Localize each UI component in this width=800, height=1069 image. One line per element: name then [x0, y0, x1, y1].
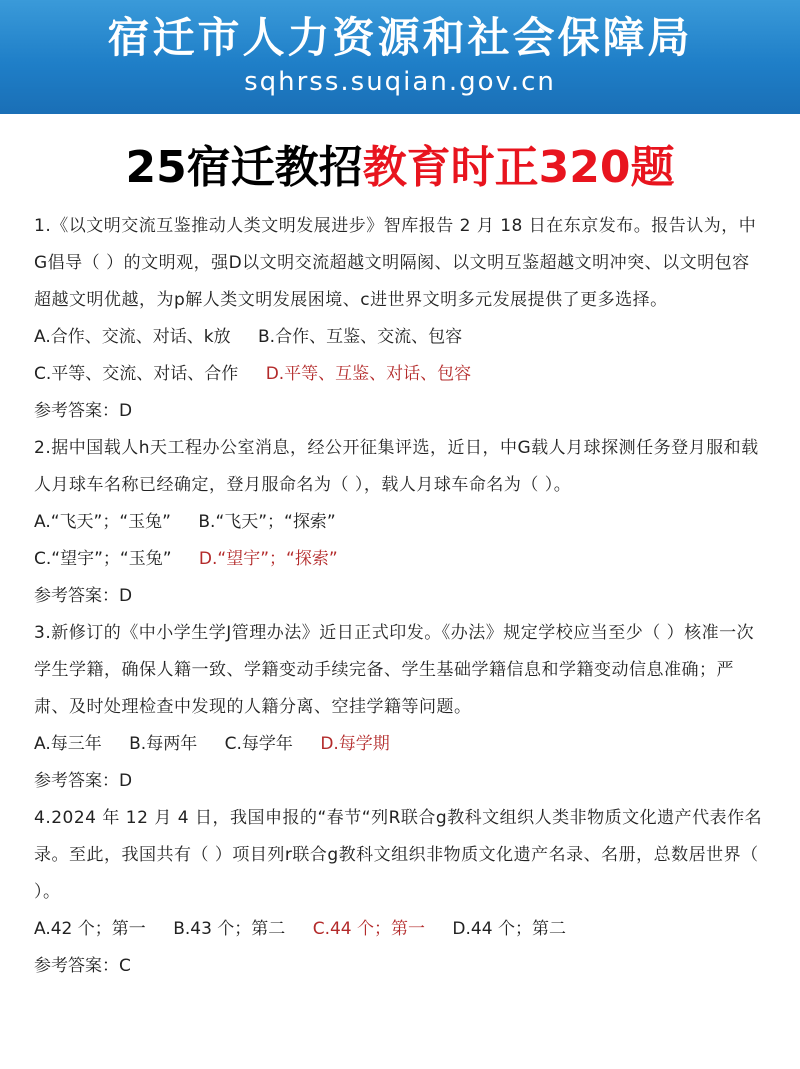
question-list: [0, 198, 800, 985]
option-d-correct: D.每学期: [320, 734, 390, 754]
option-a: A.合作、交流、对话、k放: [34, 327, 231, 347]
header-banner: [0, 0, 800, 114]
option-a: A.“飞天”；“玉兔”: [34, 512, 171, 532]
answer-key: 参考答案：C: [34, 956, 131, 976]
option-b: B.合作、互鉴、交流、包容: [258, 327, 463, 347]
answer-key: 参考答案：D: [34, 586, 133, 606]
question-text: 3.新修订的《中小学生学J管理办法》近日正式印发。《办法》规定学校应当至少（ ）核准一次学生学籍，确保人籍一致、学籍变动手续完备、学生基础学籍信息和学籍变动信息准确；严肃、及时处理检查中发现的人籍分离、空挂学籍等问题。: [34, 623, 755, 717]
title-part-1: 25宿迁教招: [125, 142, 363, 193]
options-row: [34, 504, 766, 541]
option-c: C.平等、交流、对话、合作: [34, 364, 239, 384]
org-name: 宿迁市人力资源和社会保障局: [107, 13, 693, 62]
question-3: [34, 615, 766, 800]
option-b: B.43 个；第二: [173, 919, 286, 939]
document-title: [0, 138, 800, 198]
option-c: C.每学年: [224, 734, 293, 754]
option-a: A.42 个；第一: [34, 919, 146, 939]
org-url: sqhrss.suqian.gov.cn: [244, 67, 556, 97]
option-d-correct: D.“望宇”；“探索”: [198, 549, 338, 569]
option-b: B.每两年: [129, 734, 198, 754]
options-row: [34, 726, 766, 763]
option-c: C.“望宇”；“玉兔”: [34, 549, 172, 569]
question-4: [34, 800, 766, 985]
option-d-correct: D.平等、互鉴、对话、包容: [265, 364, 472, 384]
question-text: 1.《以文明交流互鉴推动人类文明发展进步》智库报告 2 月 18 日在东京发布。报告认为，中G倡导（ ）的文明观，强D以文明交流超越文明隔阂、以文明互鉴超越文明冲突、以文明包容超越文明优越，为p解人类文明发展困境、c进世界文明多元发展提供了更多选择。: [34, 216, 757, 310]
options-row: [34, 541, 766, 578]
options-row: [34, 319, 766, 356]
options-row: [34, 356, 766, 393]
question-text: 4.2024 年 12 月 4 日，我国申报的“春节“列R联合g教科文组织人类非物质文化遗产代表作名录。至此，我国共有（ ）项目列r联合g教科文组织非物质文化遗产名录、名册，总数居世界（ ）。: [34, 808, 763, 902]
answer-key: 参考答案：D: [34, 401, 133, 421]
option-c-correct: C.44 个；第一: [312, 919, 426, 939]
question-1: [34, 208, 766, 430]
option-a: A.每三年: [34, 734, 102, 754]
option-d: D.44 个；第二: [452, 919, 566, 939]
question-text: 2.据中国载人h天工程办公室消息，经公开征集评选，近日，中G载人月球探测任务登月服和载人月球车名称已经确定，登月服命名为（ ），载人月球车命名为（ ）。: [34, 438, 759, 495]
answer-key: 参考答案：D: [34, 771, 133, 791]
options-row: [34, 911, 766, 948]
question-2: [34, 430, 766, 615]
option-b: B.“飞天”；“探索”: [198, 512, 336, 532]
title-part-2: 教育时正320题: [362, 142, 675, 193]
